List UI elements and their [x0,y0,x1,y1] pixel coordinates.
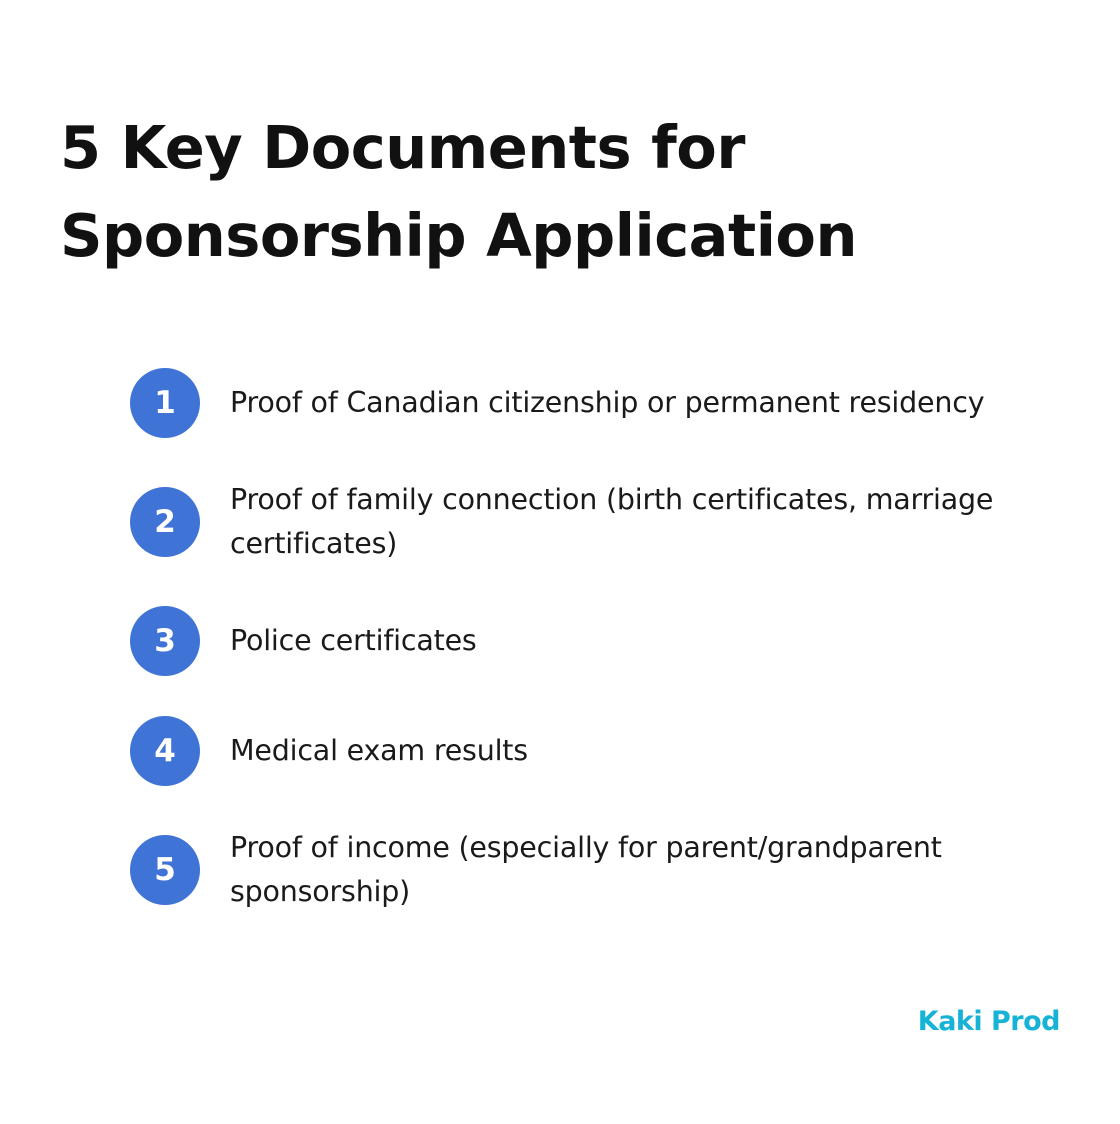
number-badge: 3 [130,606,200,676]
list-item-label [230,478,1050,566]
brand-logo: Kaki Prod [917,1006,1060,1037]
list-item-3 [130,606,1060,676]
number-badge: 1 [130,368,200,438]
list-item-label-line: sponsorship) [230,875,411,908]
list-item-label [230,619,1050,663]
list-item-label-line: certificates) [230,527,398,560]
number-badge: 4 [130,716,200,786]
list-item-5 [130,831,1060,908]
list-item-label-line: Proof of family connection (birth certificates, marriage [230,483,994,516]
list-item-label-line: Proof of income (especially for parent/grandparent [230,831,942,864]
list-item-4 [130,716,1060,786]
title-line-2: Sponsorship Application [60,201,857,270]
list-item-label [230,729,1050,773]
list-item-1 [130,368,1060,438]
list-item-2 [130,483,1060,560]
title-line-1: 5 Key Documents for [60,113,745,182]
list-item-label [230,381,1050,425]
number-badge: 2 [130,487,200,557]
list-item-label-line: Proof of Canadian citizenship or permanent residency [230,386,985,419]
page-title [60,104,1060,280]
number-badge: 5 [130,835,200,905]
list-item-label-line: Medical exam results [230,734,528,767]
list-item-label [230,826,1050,914]
list-item-label-line: Police certificates [230,624,477,657]
